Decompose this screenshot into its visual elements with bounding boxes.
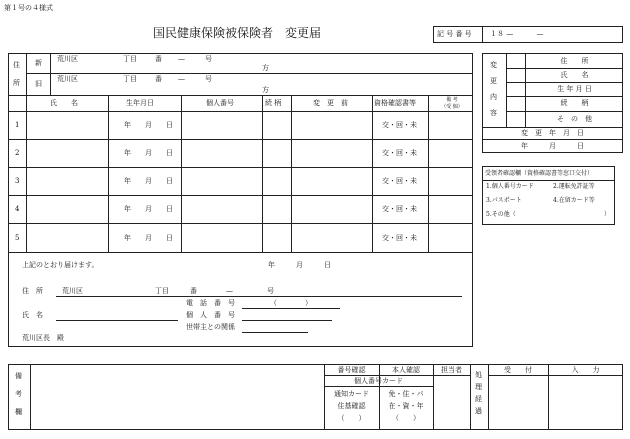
- applicant-name-label: 氏 名: [22, 311, 43, 319]
- remarks-label-1: 備: [15, 372, 22, 380]
- change-item-name: 氏 名: [560, 71, 589, 79]
- address-label-b: 所: [13, 79, 20, 87]
- record-number-value[interactable]: １８ — —: [490, 30, 544, 38]
- change-side-label-1: 変: [490, 61, 497, 69]
- identity-doc-options-2[interactable]: 在・資・年: [388, 402, 424, 410]
- page-title: 国民健康保険被保険者 変更届: [153, 26, 322, 40]
- change-side-label-4: 容: [490, 109, 497, 117]
- identity-check-label: 本人確認: [392, 366, 420, 374]
- addressee: 荒川区長 殿: [22, 334, 64, 342]
- declaration-statement: 上記のとおり届けます。: [22, 261, 99, 269]
- new-address-label: 新: [35, 59, 42, 67]
- change-item-other: そ の 他: [557, 115, 592, 123]
- process-label-3: 経: [475, 395, 482, 403]
- form-number: 第１号の４様式: [4, 4, 53, 12]
- process-label-1: 処: [475, 371, 482, 379]
- remarks-label-3: 欄: [15, 408, 22, 416]
- staff-label: 担当者: [441, 366, 462, 374]
- change-date-label: 変 更 年 月 日: [521, 129, 584, 137]
- receiver-option-3[interactable]: 3.パスポート: [486, 197, 522, 204]
- receiver-option-5[interactable]: 5.その他（: [486, 211, 516, 218]
- resident-register-label[interactable]: 住基確認: [337, 402, 366, 410]
- change-item-birth: 生 年 月 日: [557, 85, 592, 93]
- process-label-2: 理: [475, 383, 482, 391]
- reception-label: 受 付: [504, 366, 532, 374]
- receiver-check-title: 受領者確認欄（資格確認書等窓口交付）: [485, 170, 594, 177]
- input-label: 入 力: [571, 366, 600, 374]
- identity-doc-options-1[interactable]: 免・住・パ: [388, 390, 424, 398]
- relation-label: 世帯主との関係: [186, 323, 235, 331]
- old-address-label: 旧: [35, 80, 42, 88]
- applicant-name-field[interactable]: [56, 320, 178, 321]
- phone-label: 電 話 番 号: [186, 299, 235, 307]
- receiver-option-2[interactable]: 2.運転免許証等: [553, 183, 595, 190]
- change-side-label-3: 内: [490, 93, 497, 101]
- col-header-remarks: 備 考 （受 個）: [441, 97, 463, 110]
- process-label-4: 過: [475, 407, 482, 415]
- change-side-label-2: 更: [490, 77, 497, 85]
- identity-check-paren: （ ）: [392, 414, 420, 422]
- record-number-label: 記 号 番 号: [437, 30, 472, 38]
- remarks-field[interactable]: [31, 365, 323, 429]
- relation-field[interactable]: [242, 332, 308, 333]
- phone-field[interactable]: （ ）: [270, 299, 312, 307]
- main-form: [8, 53, 473, 347]
- number-check-label: 番号確認: [337, 366, 366, 374]
- col-header-relation: 続 柄: [265, 99, 282, 107]
- receiver-option-1[interactable]: 1.個人番号カード: [486, 183, 534, 190]
- personal-no-label: 個 人 番 号: [186, 311, 235, 319]
- col-header-birth: 生年月日: [126, 99, 154, 107]
- receiver-option-5-end: ）: [604, 211, 611, 218]
- col-header-name: 氏 名: [50, 99, 78, 107]
- applicant-address-label: 住 所: [22, 287, 43, 295]
- change-item-address: 住 所: [560, 57, 589, 65]
- personal-no-field[interactable]: [242, 320, 332, 321]
- notification-card-label[interactable]: 通知カード: [334, 390, 369, 398]
- declaration-date[interactable]: 年 月 日: [268, 261, 331, 269]
- address-label-a: 住: [13, 61, 20, 69]
- col-header-before: 変 更 前: [313, 99, 348, 107]
- personal-card-label[interactable]: 個人番号カード: [354, 377, 403, 385]
- change-item-relation: 続 柄: [560, 99, 589, 107]
- change-date-value[interactable]: 年 月 日: [521, 142, 584, 150]
- number-check-paren: （ ）: [337, 414, 366, 422]
- col-header-doc: 資格確認書等: [374, 99, 416, 107]
- remarks-label-2: 考: [15, 390, 22, 398]
- receiver-option-4[interactable]: 4.在留カード等: [553, 197, 595, 204]
- col-header-personal-no: 個人番号: [206, 99, 234, 107]
